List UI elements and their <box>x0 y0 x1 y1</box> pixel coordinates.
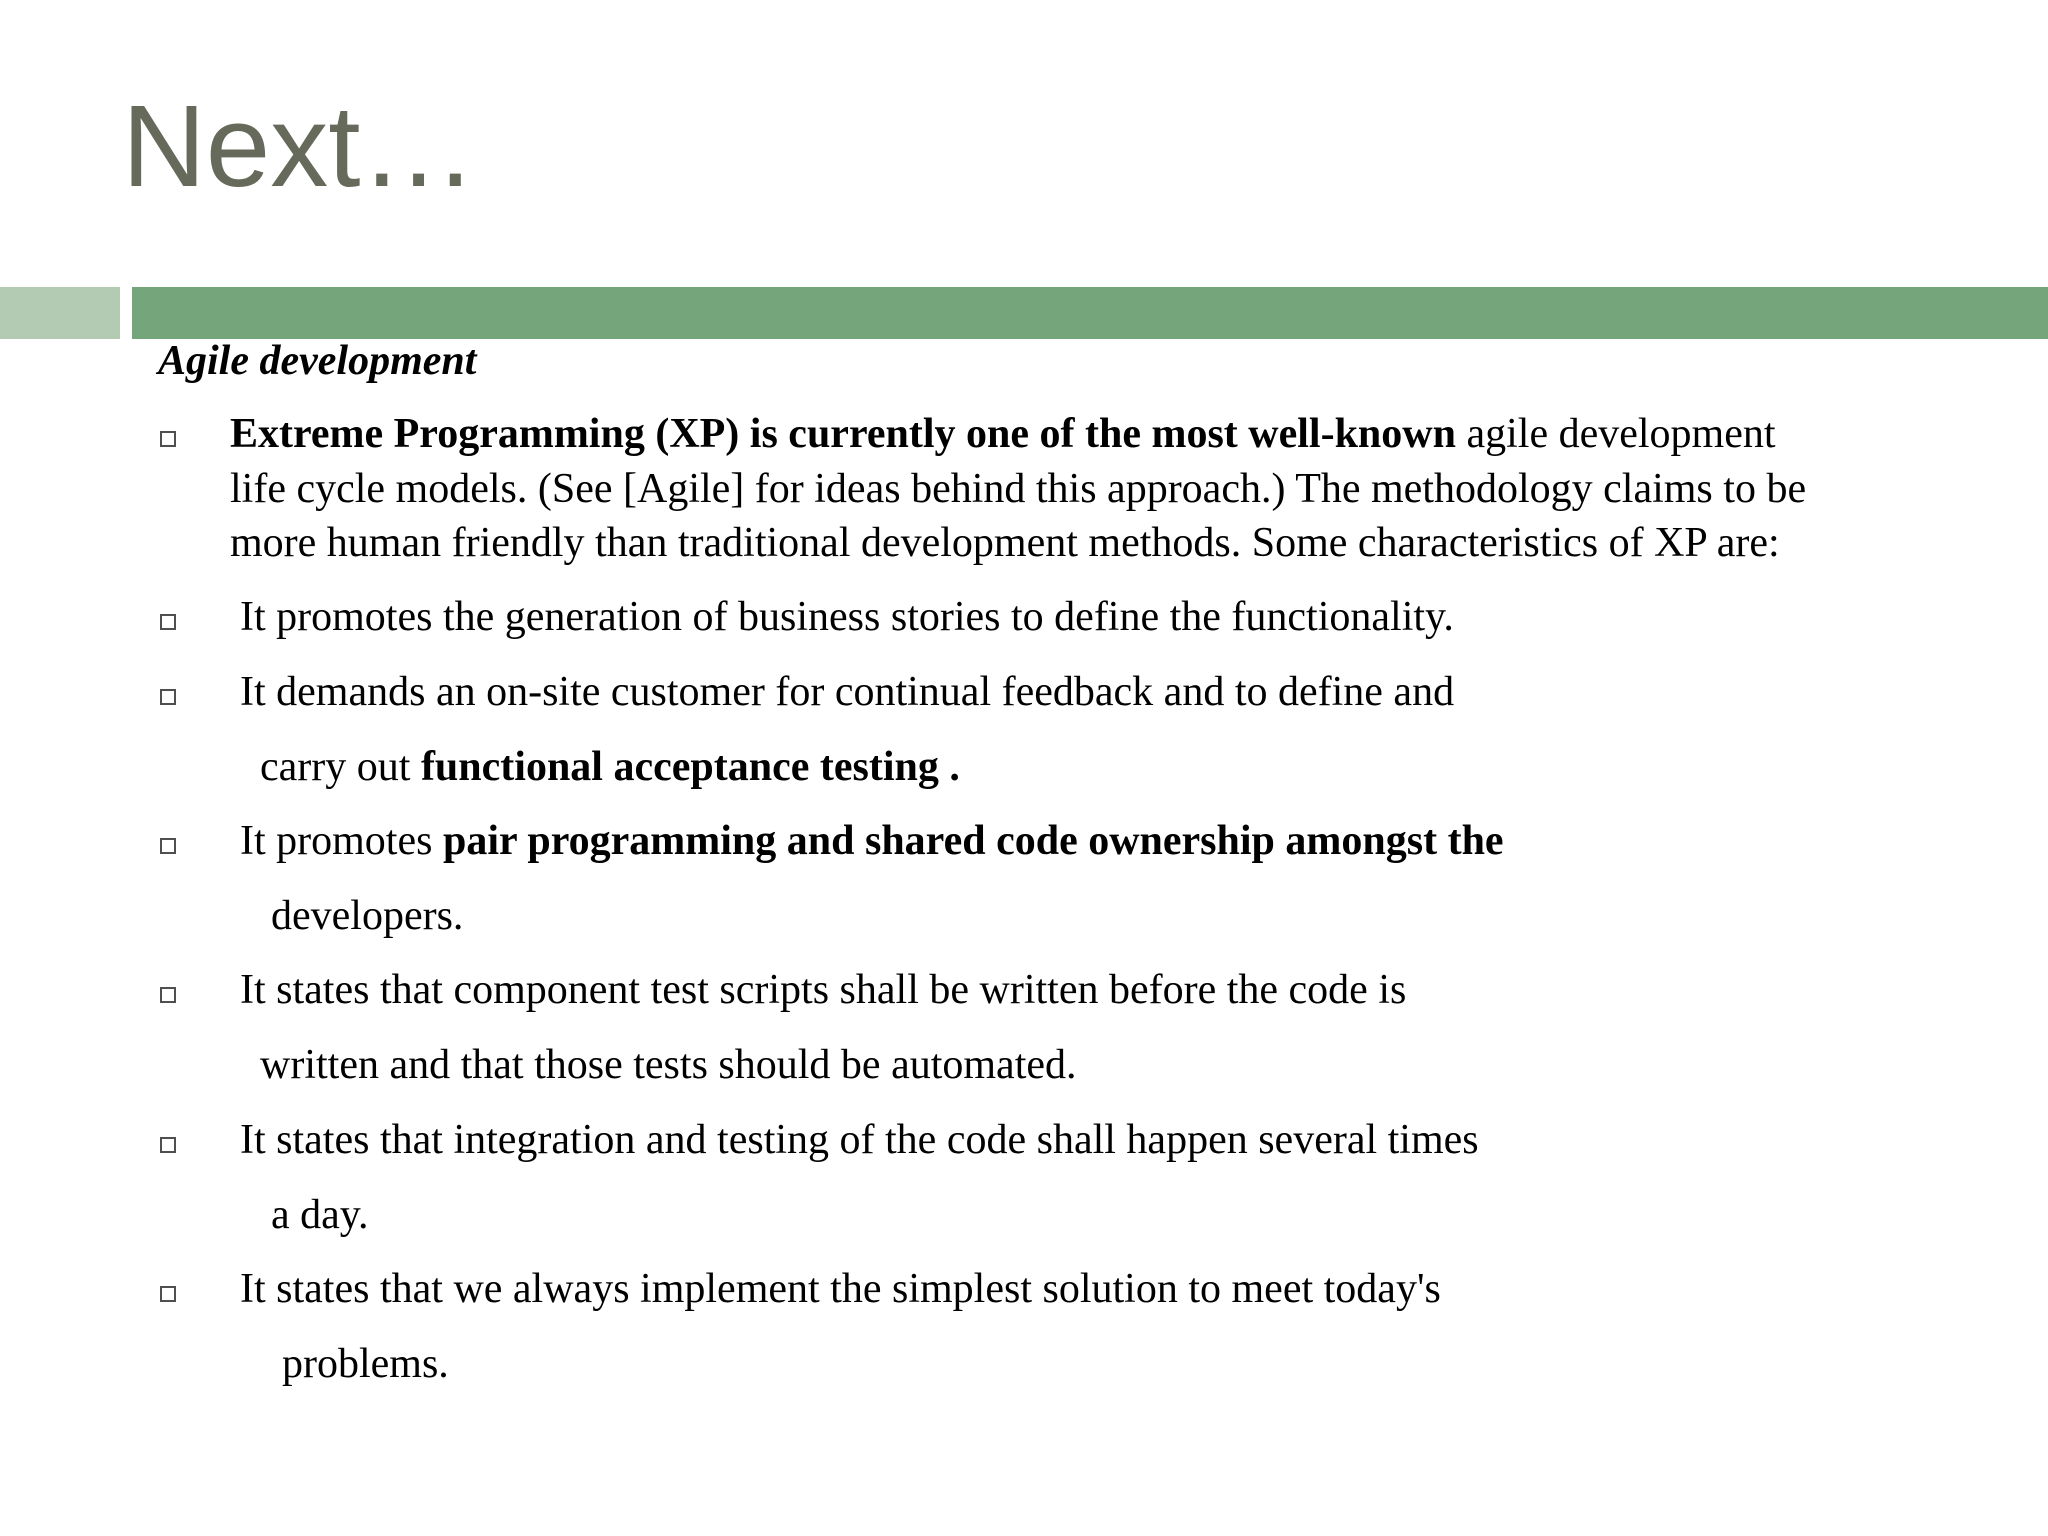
bullet-square-icon <box>160 838 176 854</box>
slide-subtitle: Agile development <box>158 338 477 384</box>
title-bar-accent <box>0 287 120 339</box>
bullet-square-icon <box>160 431 176 447</box>
bullet-3-text: carry out <box>260 744 421 790</box>
bullet-5-line-1: It states that component test scripts shall be written before the code is <box>240 967 1407 1013</box>
slide-title: Next… <box>122 81 477 211</box>
bullet-square-icon <box>160 614 176 630</box>
bullet-square-icon <box>160 689 176 705</box>
bullet-1-line-3: more human friendly than traditional development methods. Some characteristics of XP are: <box>230 520 1780 566</box>
bullet-4-bold-text: pair programming and shared code ownership amongst the <box>442 818 1504 864</box>
bullet-2-line-1: It promotes the generation of business stories to define the functionality. <box>240 594 1454 640</box>
title-bar <box>132 287 2048 339</box>
bullet-7-line-2: problems. <box>282 1341 449 1387</box>
bullet-1-line-1 <box>230 407 1776 461</box>
bullet-4-text: It promotes <box>240 818 443 864</box>
bullet-3-line-1: It demands an on-site customer for continual feedback and to define and <box>240 669 1455 715</box>
bullet-6-line-1: It states that integration and testing of the code shall happen several times <box>240 1117 1479 1163</box>
bullet-4-line-2: developers. <box>271 893 464 939</box>
bullet-5-line-2: written and that those tests should be automated. <box>260 1042 1077 1088</box>
bullet-3-bold-text: functional acceptance testing . <box>420 744 960 790</box>
bullet-4-line-1 <box>240 814 1504 868</box>
bullet-square-icon <box>160 1286 176 1302</box>
bullet-7-line-1: It states that we always implement the simplest solution to meet today's <box>240 1266 1441 1312</box>
bullet-6-line-2: a day. <box>271 1192 369 1238</box>
bullet-square-icon <box>160 987 176 1003</box>
bullet-square-icon <box>160 1137 176 1153</box>
bullet-1-line-2: life cycle models. (See [Agile] for ideas behind this approach.) The methodology claims to be <box>230 466 1807 512</box>
bullet-3-line-2 <box>260 740 960 794</box>
bullet-1-text: agile development <box>1455 411 1776 457</box>
bullet-1-bold-text: Extreme Programming (XP) is currently one of the most well-known <box>230 411 1456 457</box>
